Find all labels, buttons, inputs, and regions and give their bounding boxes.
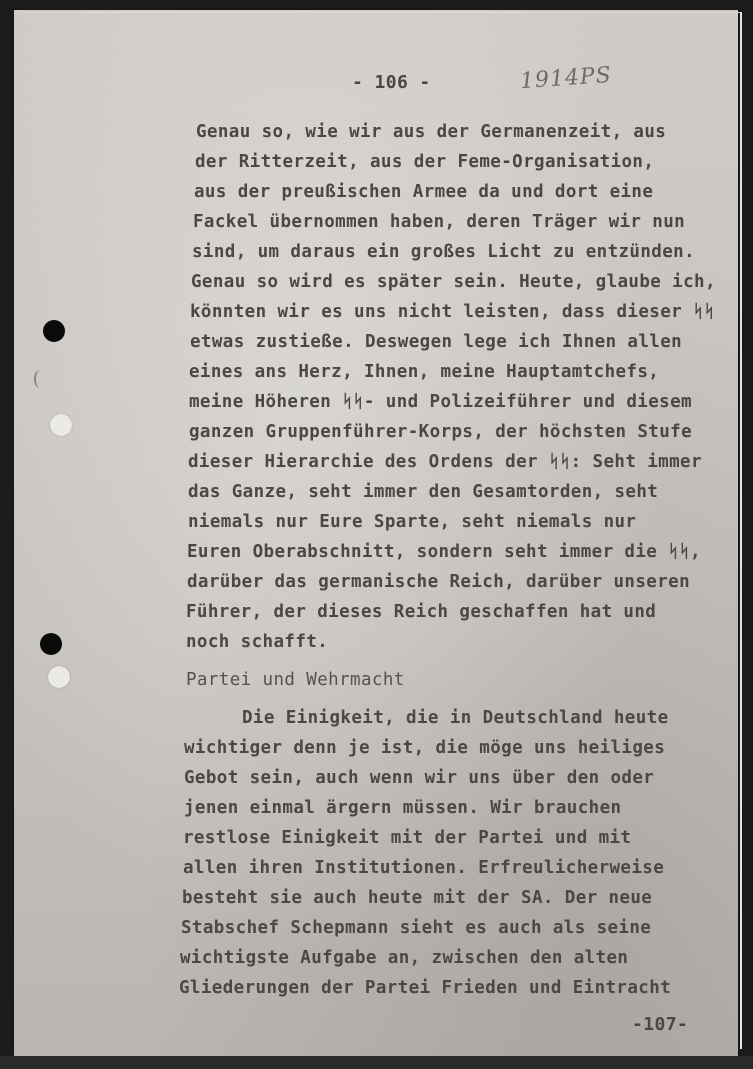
punch-hole — [40, 633, 62, 655]
text-line: Die Einigkeit, die in Deutschland heute — [242, 708, 669, 728]
text-line: Genau so wird es später sein. Heute, glaube ich, — [191, 272, 716, 292]
text-line: wichtiger denn je ist, die möge uns heiliges — [184, 738, 666, 758]
text-line: könnten wir es uns nicht leisten, dass dieser ᛋᛋ — [190, 302, 715, 322]
text-line: sind, um daraus ein großes Licht zu entzünden. — [192, 242, 696, 262]
text-line: Führer, der dieses Reich geschaffen hat und — [186, 602, 657, 622]
text-line: darüber das germanische Reich, darüber unseren — [187, 572, 691, 592]
text-line: Gebot sein, auch wenn wir uns über den oder — [184, 768, 655, 788]
section-heading: Partei und Wehrmacht — [186, 670, 405, 690]
text-line: jenen einmal ärgern müssen. Wir brauchen — [184, 798, 622, 818]
text-line: dieser Hierarchie des Ordens der ᛋᛋ: Seht immer — [188, 452, 702, 472]
text-line: Euren Oberabschnitt, sondern seht immer die ᛋᛋ, — [187, 542, 701, 562]
punch-hole — [43, 320, 65, 342]
text-line: eines ans Herz, Ihnen, meine Hauptamtchefs, — [189, 362, 660, 382]
text-line: Stabschef Schepmann sieht es auch als seine — [181, 918, 652, 938]
text-line: der Ritterzeit, aus der Feme-Organisation, — [195, 152, 655, 172]
text-line: Fackel übernommen haben, deren Träger wir nun — [193, 212, 686, 232]
text-line: wichtigste Aufgabe an, zwischen den alten — [180, 948, 629, 968]
text-line: niemals nur Eure Sparte, seht niemals nur — [188, 512, 637, 532]
text-line: restlose Einigkeit mit der Partei und mit — [183, 828, 632, 848]
text-line: das Ganze, seht immer den Gesamtorden, seht — [188, 482, 659, 502]
punch-hole — [50, 414, 72, 436]
page-number: - 106 - — [352, 72, 431, 93]
text-line: aus der preußischen Armee da und dort eine — [194, 182, 654, 202]
text-line: besteht sie auch heute mit der SA. Der neue — [182, 888, 653, 908]
text-line: noch schafft. — [186, 632, 329, 652]
text-line: meine Höheren ᛋᛋ- und Polizeiführer und diesem — [189, 392, 692, 412]
text-line: allen ihren Institutionen. Erfreulicherweise — [183, 858, 665, 878]
punch-hole — [48, 666, 70, 688]
text-line: Gliederungen der Partei Frieden und Eintracht — [179, 978, 672, 998]
text-line: ganzen Gruppenführer-Korps, der höchsten Stufe — [189, 422, 693, 442]
catchword: -107- — [632, 1014, 689, 1035]
archive-number: 1914PS — [519, 62, 613, 95]
scan-border — [0, 1056, 753, 1069]
text-line: Genau so, wie wir aus der Germanenzeit, aus — [196, 122, 667, 142]
margin-mark — [34, 370, 46, 388]
text-line: etwas zustieße. Deswegen lege ich Ihnen allen — [190, 332, 683, 352]
